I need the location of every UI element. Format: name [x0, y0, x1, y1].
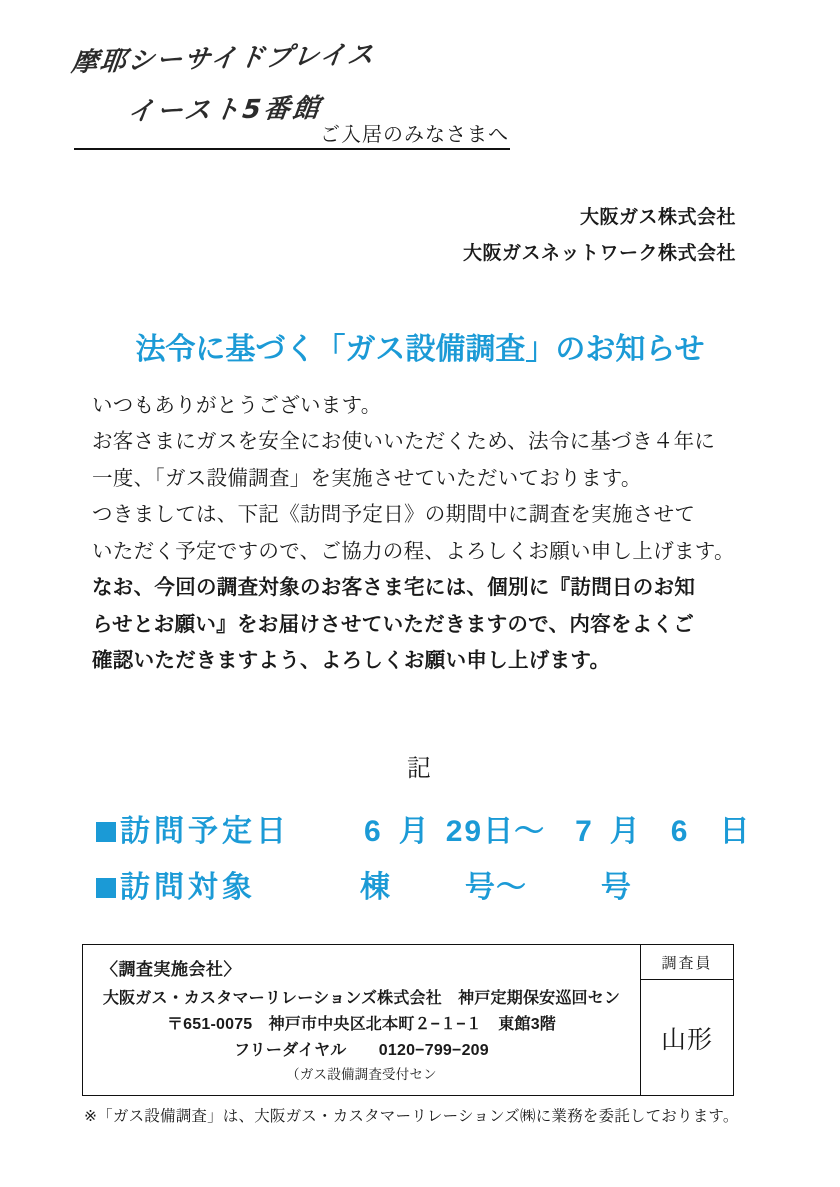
inspector-name: 山形: [660, 1025, 713, 1054]
survey-company-phone-note: （ガス設備調査受付セン: [286, 1066, 437, 1082]
visit-date-row: [96, 806, 750, 850]
visit-end-month: 7: [575, 815, 594, 848]
survey-company-details: [83, 945, 640, 1095]
bullet-square-icon: [96, 822, 116, 842]
handwritten-building-name: [69, 40, 492, 128]
visit-date-tilde: 〜: [514, 815, 546, 848]
ki-marker: 記: [407, 755, 433, 782]
addressee-underline: [74, 148, 510, 150]
inspector-cell: [640, 945, 733, 1095]
visit-start-day-unit: 日: [483, 815, 515, 848]
page-title: 法令に基づく「ガス設備調査」のお知らせ: [135, 333, 705, 366]
visit-end-month-unit: 月: [609, 815, 641, 848]
survey-company-phone: フリーダイヤル 0120−799−209: [234, 1041, 489, 1059]
visit-start-day: 29: [445, 815, 484, 848]
bullet-square-icon: [96, 878, 116, 898]
visit-start-month: 6: [364, 815, 383, 848]
survey-company-address: 〒651-0075 神戸市中央区北本町２−１−１ 東館3階: [166, 1015, 556, 1033]
visit-target-number-unit-end: 号: [601, 871, 632, 904]
body-text: [92, 388, 752, 680]
body-bold-line-3: 確認いただきますよう、よろしくお願い申し上げます。: [92, 649, 611, 673]
issuer-company-1: 大阪ガス株式会社: [579, 207, 736, 228]
body-bold-line-1: なお、今回の調査対象のお客さま宅には、個別に『訪問日のお知: [92, 576, 696, 600]
survey-company-name: 大阪ガス・カスタマーリレーションズ株式会社 神戸定期保安巡回セン: [102, 990, 621, 1007]
visit-target-number-unit-start: 号: [465, 871, 496, 904]
visit-target-tilde: 〜: [496, 871, 527, 904]
visit-target-row: [96, 862, 632, 906]
inspector-header: 調査員: [641, 945, 733, 980]
body-line-1: いつもありがとうございます。: [92, 394, 382, 417]
footnote: ※「ガス設備調査」は、大阪ガス・カスタマーリレーションズ㈱に業務を委託しております。: [84, 1108, 739, 1125]
visit-end-day-unit: 日: [719, 815, 751, 848]
handwritten-line-2: イースト5番館: [125, 93, 324, 127]
body-bold-line-2: らせとお願い』をお届けさせていただきますので、内容をよくご: [92, 612, 695, 636]
body-line-2: お客さまにガスを安全にお使いいただくため、法令に基づき４年に: [92, 430, 716, 454]
issuer-companies: [463, 200, 736, 272]
survey-company-box: [82, 944, 734, 1096]
visit-end-day: 6: [670, 815, 690, 848]
body-line-4: つきましては、下記《訪問予定日》の期間中に調査を実施させて: [92, 503, 696, 527]
addressee-label: ご入居のみなさまへ: [320, 124, 509, 146]
body-line-3: 一度、「ガス設備調査」を実施させていただいております。: [92, 466, 642, 490]
survey-company-title: 〈調査実施会社〉: [101, 960, 241, 979]
issuer-company-2: 大阪ガスネットワーク株式会社: [462, 243, 736, 265]
visit-start-month-unit: 月: [398, 815, 430, 848]
visit-target-building-unit: 棟: [360, 871, 391, 904]
visit-target-label: 訪問対象: [120, 871, 256, 904]
body-line-5: いただく予定ですので、ご協力の程、よろしくお願い申し上げます。: [92, 539, 735, 563]
survey-company-lines: [83, 986, 640, 1086]
handwritten-line-1: 摩耶シーサイドプレイス: [69, 40, 378, 78]
visit-date-label: 訪問予定日: [120, 815, 290, 848]
